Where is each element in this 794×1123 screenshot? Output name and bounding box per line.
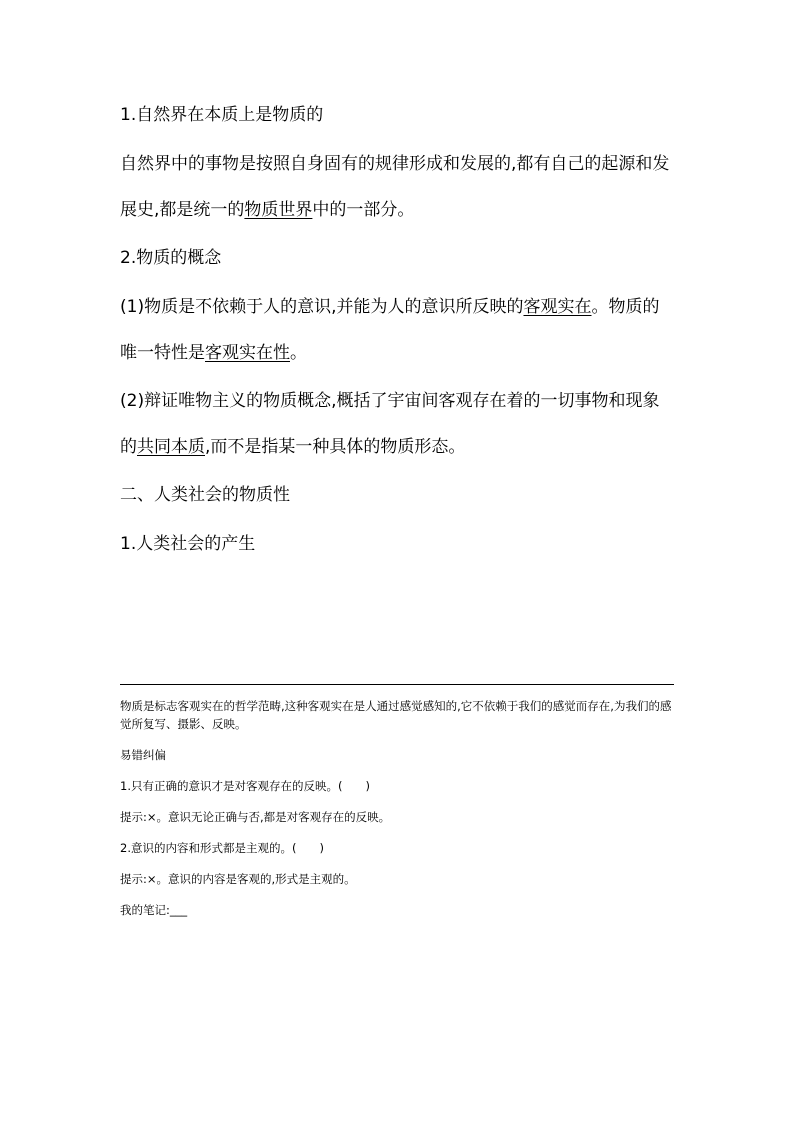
paragraph-text: 中的一部分。: [312, 200, 415, 220]
answer-hint-1: 提示:×。意识无论正确与否,都是对客观存在的反映。: [120, 810, 391, 824]
underlined-term: 客观实在: [523, 297, 592, 317]
underlined-term: 物质世界: [244, 200, 313, 220]
section-heading-matter-concept: 2.物质的概念: [120, 248, 222, 268]
paragraph-matter-definition: [120, 284, 676, 376]
main-content: [120, 104, 676, 582]
underlined-term: 共同本质: [137, 437, 205, 457]
paragraph-text: (2)辩证唯物主义的物质概念,概括了宇宙间客观存在着的一切事物和现象的: [120, 391, 660, 457]
subsection-heading-society-origin: 1.人类社会的产生: [120, 534, 256, 554]
notes-section: [120, 697, 676, 932]
paragraph-text: 。物质的唯一特性是: [120, 297, 660, 363]
section-heading-society: 二、人类社会的物质性: [120, 485, 290, 505]
section-divider: [120, 684, 674, 685]
underlined-term: 客观实在性: [205, 343, 290, 363]
question-2: 2.意识的内容和形式都是主观的。( ): [120, 841, 324, 855]
section-heading-nature: 1.自然界在本质上是物质的: [120, 105, 324, 125]
paragraph-dialectical-matter: [120, 378, 676, 470]
paragraph-text: ,而不是指某一种具体的物质形态。: [205, 437, 466, 457]
answer-hint-2: 提示:×。意识的内容是客观的,形式是主观的。: [120, 872, 356, 886]
paragraph-text: 。: [290, 343, 307, 363]
paragraph-nature: [120, 141, 676, 233]
my-notes-label: 我的笔记:___: [120, 903, 188, 917]
paragraph-text: 自然界中的事物是按照自身固有的规律形成和发展的,都有自己的起源和发展史,都是统一的: [120, 154, 670, 220]
notes-title: 易错纠偏: [120, 748, 166, 762]
matter-definition-note: 物质是标志客观实在的哲学范畴,这种客观实在是人通过感觉感知的,它不依赖于我们的感觉而存在,为我们的感觉所复写、摄影、反映。: [120, 699, 672, 731]
question-1: 1.只有正确的意识才是对客观存在的反映。( ): [120, 779, 370, 793]
paragraph-text: (1)物质是不依赖于人的意识,并能为人的意识所反映的: [120, 297, 524, 317]
